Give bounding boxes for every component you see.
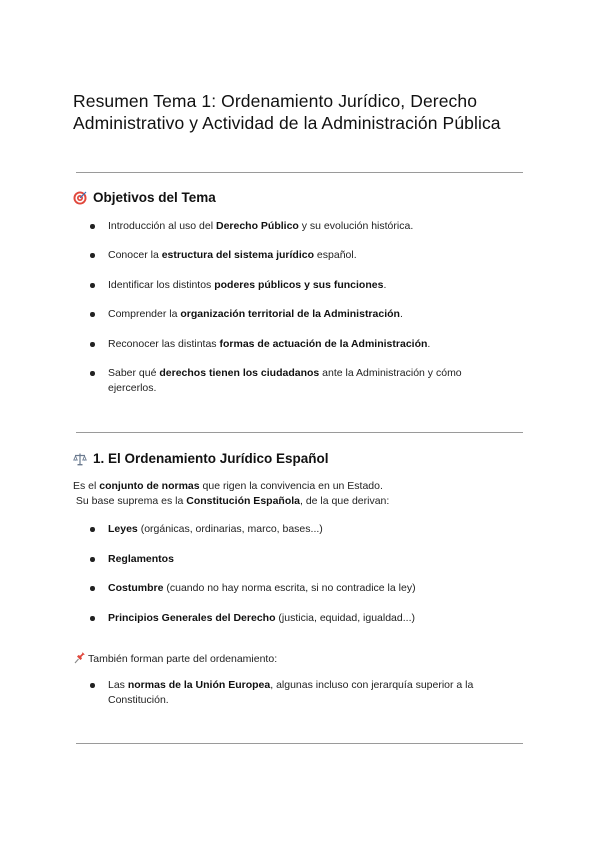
list-item: Las normas de la Unión Europea, algunas incluso con jerarquía superior a la Constitución. [88,678,508,708]
divider [76,432,523,433]
section-1-heading [73,451,329,466]
section-1-note: También forman parte del ordenamiento: [73,652,513,667]
list-item: Reconocer las distintas formas de actuación de la Administración. [88,337,518,352]
list-item: Saber qué derechos tienen los ciudadanos ante la Administración y cómo ejercerlos. [88,366,488,396]
list-item: Principios Generales del Derecho (justicia, equidad, igualdad...) [88,611,518,626]
balance-scale-icon [73,452,87,466]
list-item: Identificar los distintos poderes públicos y sus funciones. [88,278,518,293]
list-item: Introducción al uso del Derecho Público y su evolución histórica. [88,219,518,234]
divider [76,743,523,744]
section-1-heading-text: 1. El Ordenamiento Jurídico Español [93,451,329,466]
list-item: Costumbre (cuando no hay norma escrita, si no contradice la ley) [88,581,518,596]
objectives-heading-text: Objetivos del Tema [93,190,216,205]
list-item: Reglamentos [88,552,518,567]
page-title: Resumen Tema 1: Ordenamiento Jurídico, Derecho Administrativo y Actividad de la Administración Pública [73,91,501,133]
section-1-intro: Es el conjunto de normas que rigen la convivencia en un Estado. Su base suprema es la Constitución Española, de la que derivan: [73,480,390,507]
pushpin-icon [73,652,85,664]
target-icon [73,191,87,205]
divider [76,172,523,173]
list-item: Leyes (orgánicas, ordinarias, marco, bases...) [88,522,518,537]
list-item: Comprender la organización territorial de la Administración. [88,307,518,322]
list-item: Conocer la estructura del sistema jurídico español. [88,248,518,263]
objectives-heading [73,190,216,205]
